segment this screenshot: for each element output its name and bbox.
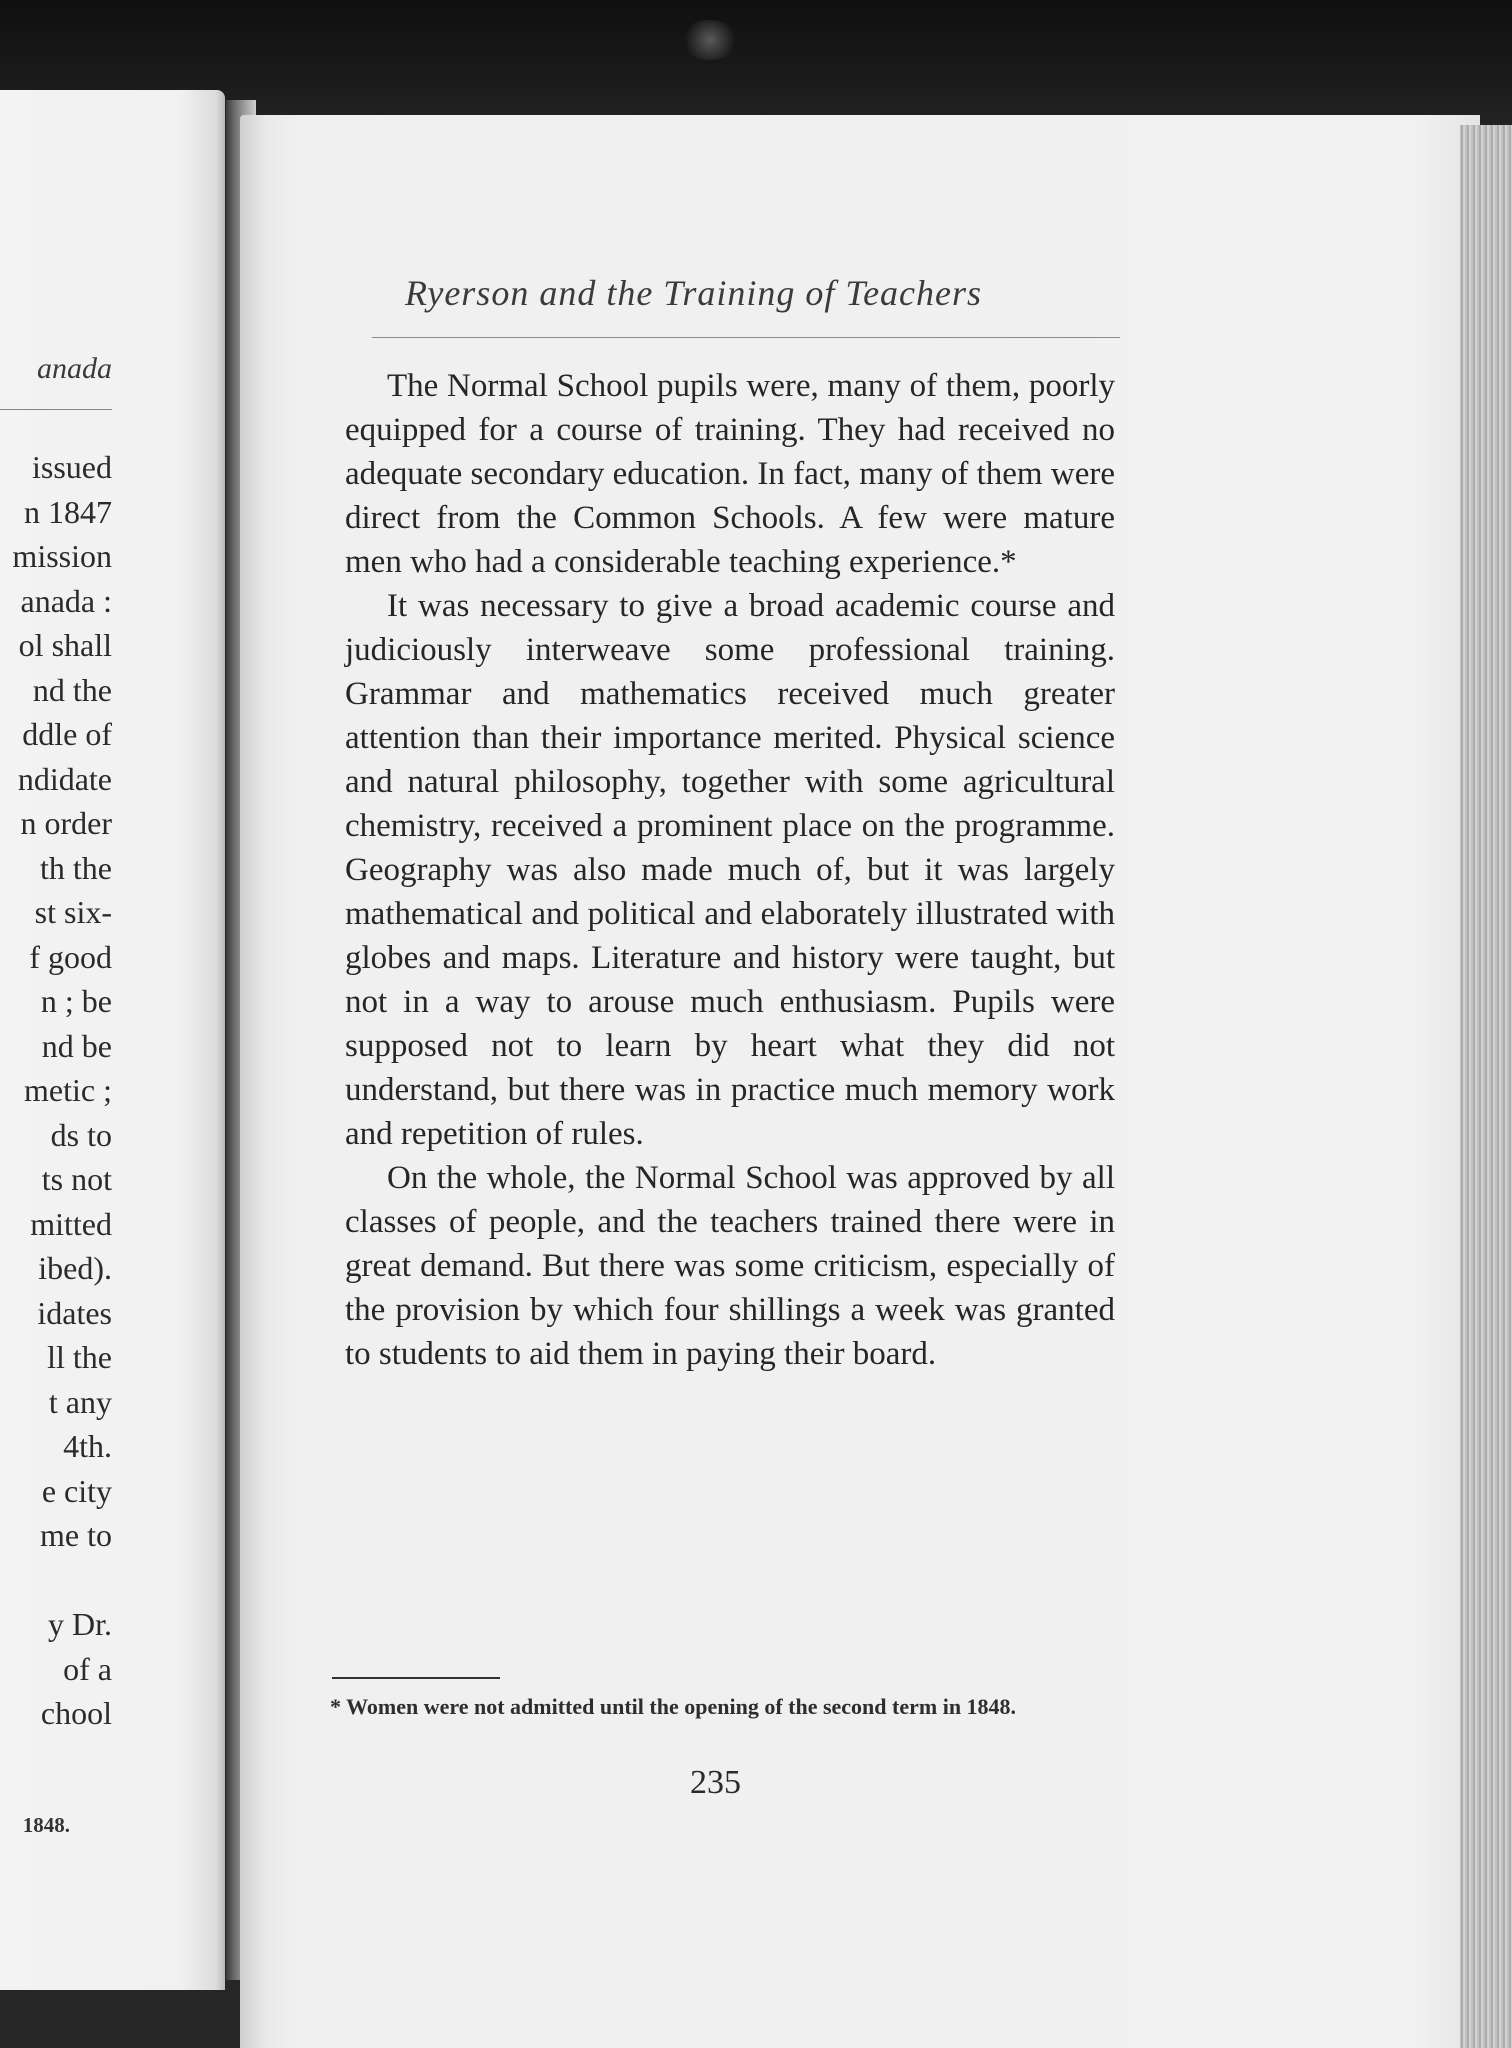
page-edges [1460, 125, 1512, 2048]
left-footnote: 1848. [22, 1813, 70, 1837]
left-line: y Dr. [48, 1606, 112, 1642]
paragraph-1: The Normal School pupils were, many of them, poorly equipped for a course of training. They had received no adequate secondary education. In fact, many of them were direct from the Common Schools. A few were mature men who had a considerable teaching experience.* [345, 368, 1115, 580]
footnote-rule [332, 1677, 500, 1679]
left-line: ddle of [22, 716, 112, 752]
left-line: nd the [32, 671, 112, 708]
body-text [345, 364, 1115, 1376]
left-line: ibed). [38, 1250, 112, 1286]
left-line: e city [41, 1472, 112, 1509]
left-line: anada : [20, 582, 112, 619]
left-line: mitted [30, 1205, 112, 1242]
left-line: n order [20, 805, 112, 841]
left-line [0, 1558, 112, 1603]
left-line: th the [40, 849, 112, 886]
left-line: idates [37, 1294, 112, 1331]
left-line: mission [12, 538, 112, 574]
left-line: metic ; [24, 1072, 112, 1108]
left-line: st six- [34, 894, 112, 930]
left-page [0, 90, 225, 1990]
head-rule [372, 337, 1120, 338]
left-line: me to [40, 1517, 112, 1553]
paragraph-3: On the whole, the Normal School was approved by all classes of people, and the teachers trained there were in great demand. But there was some criticism, especially of the provision by which four shillings a week was granted to students to aid them in paying their board. [345, 1160, 1115, 1372]
left-running-head: anada [37, 352, 112, 385]
left-page-text [0, 445, 112, 1736]
page-number: 235 [690, 1764, 741, 1801]
left-line: t any [48, 1383, 112, 1420]
left-line: ndidate [17, 760, 112, 797]
left-line: nd be [41, 1027, 112, 1064]
left-line: 4th. [63, 1428, 112, 1464]
left-line: chool [40, 1695, 112, 1731]
footnote: * Women were not admitted until the opening of the second term in 1848. [330, 1694, 1017, 1719]
left-line: ts not [41, 1161, 112, 1197]
left-line: n 1847 [24, 493, 112, 530]
left-line: issued [32, 449, 112, 485]
left-head-rule [0, 409, 112, 410]
paragraph-2: It was necessary to give a broad academic course and judiciously interweave some professional training. Grammar and mathematics received much greater attention than their importance merited. Physical science and natural philosophy, together with some agricultural chemistry, received a prominent place on the programme. Geography was also made much of, but it was largely mathematical and political and elaborately illustrated with globes and maps. Literature and history were taught, but not in a way to arouse much enthusiasm. Pupils were supposed not to learn by heart what they did not understand, but there was in practice much memory work and repetition of rules. [345, 588, 1115, 1152]
left-line: ds to [50, 1116, 112, 1153]
left-line: ol shall [18, 627, 112, 663]
left-line: f good [29, 938, 112, 975]
left-line: ll the [47, 1339, 112, 1375]
running-head: Ryerson and the Training of Teachers [405, 273, 983, 313]
left-line: of a [63, 1650, 112, 1687]
left-line: n ; be [40, 983, 112, 1019]
scan-smudge [680, 20, 740, 60]
